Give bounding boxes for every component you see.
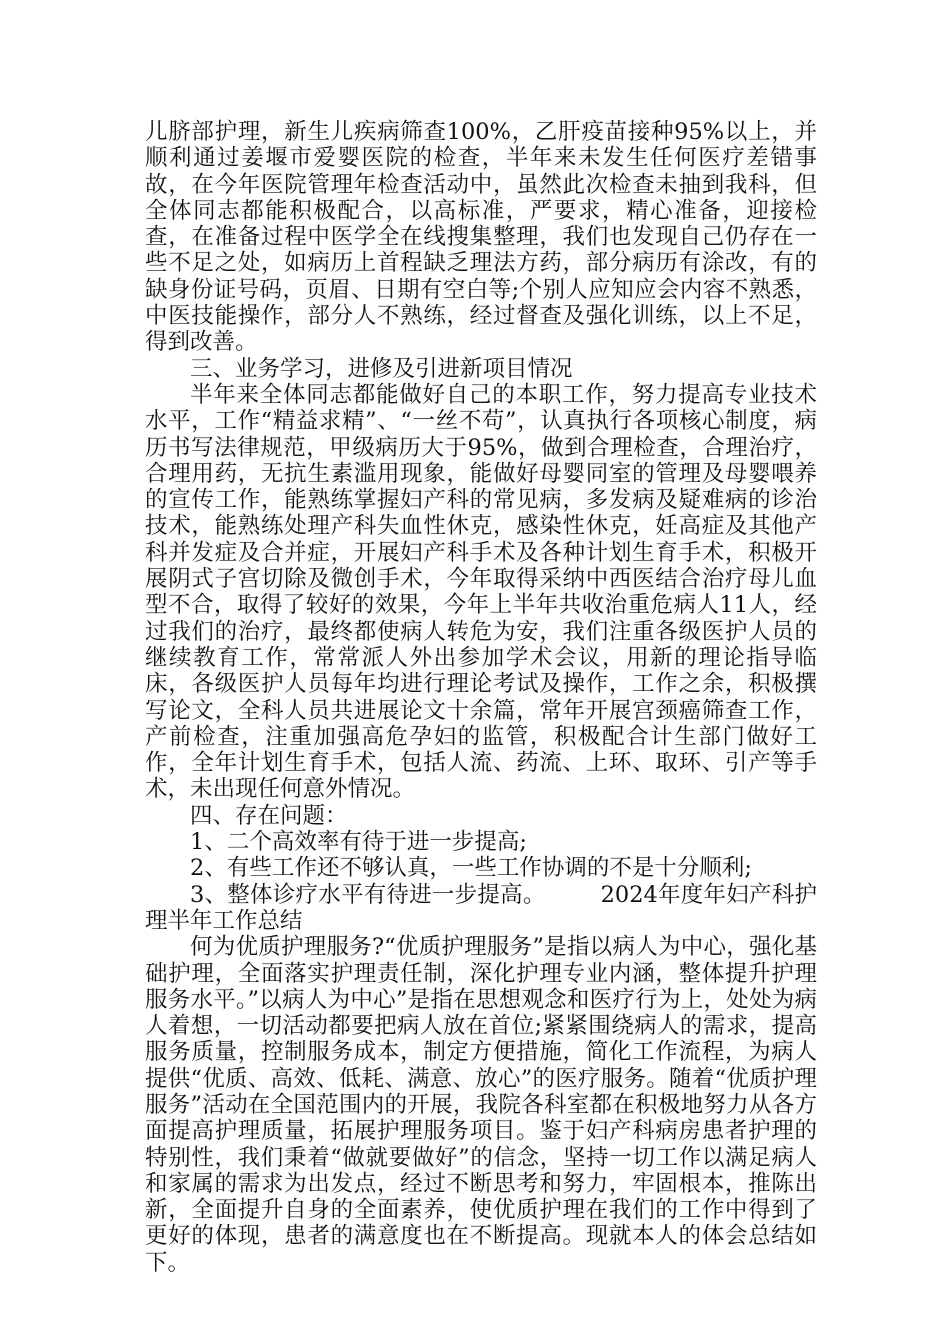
paragraph-study: 半年来全体同志都能做好自己的本职工作，努力提高专业技术水平，工作“精益求精”、“一丝不苟”，认真执行各项核心制度，病历书写法律规范，甲级病历大于95%，做到合理检查，合理治疗，合理用药，无抗生素滥用现象，能做好母婴同室的管理及母婴喂养的宣传工作，能熟练掌握妇产科的常见病，多发病及疑难病的诊治技术，能熟练处理产科失血性休克，感染性休克，妊高症及其他产科并发症及合并症，开展妇产科手术及各种计划生育手术，积极开展阴式子宫切除及微创手术，今年取得采纳中西医结合治疗母儿血型不合，取得了较好的效果，今年上半年共收治重危病人11人，经过我们的治疗，最终都使病人转危为安，我们注重各级医护人员的继续教育工作，常常派人外出参加学术会议，用新的理论指导临床，各级医护人员每年均进行理论考试及操作，工作之余，积极撰写论文，全科人员共进展论文十余篇，常年开展宫颈癌筛查工作，产前检查，注重加强高危孕妇的监管，积极配合计生部门做好工作，全年计划生育手术，包括人流、药流、上环、取环、引产等手术，未出现任何意外情况。 [145, 381, 817, 803]
section-heading-study: 三、业务学习，进修及引进新项目情况 [190, 355, 573, 382]
problem-item-3-with-title [145, 882, 817, 935]
problem-item-3: 3、整体诊疗水平有待进一步提高。 [190, 881, 546, 908]
document-title: 2024年度年妇产科护理半年工作总结 [145, 881, 817, 934]
paragraph-quality-care: 何为优质护理服务?“优质护理服务”是指以病人为中心，强化基础护理，全面落实护理责任制，深化护理专业内涵，整体提升护理服务水平。”以病人为中心”是指在思想观念和医疗行为上，处处为病人着想，一切活动都要把病人放在首位;紧紧围绕病人的需求，提高服务质量，控制服务成本，制定方便措施，简化工作流程，为病人提供“优质、高效、低耗、满意、放心”的医疗服务。随着“优质护理服务”活动在全国范围内的开展，我院各科室都在积极地努力从各方面提高护理质量，拓展护理服务项目。鉴于妇产科病房患者护理的特别性，我们秉着“做就要做好”的信念，坚持一切工作以满足病人和家属的需求为出发点，经过不断思考和努力，牢固根本，推陈出新，全面提升自身的全面素养，使优质护理在我们的工作中得到了更好的体现，患者的满意度也在不断提高。现就本人的体会总结如下。 [145, 934, 817, 1276]
paragraph-continuation: 儿脐部护理，新生儿疾病筛查100%，乙肝疫苗接种95%以上，并顺利通过姜堰市爱婴医院的检查，半年来未发生任何医疗差错事故，在今年医院管理年检查活动中，虽然此次检查未抽到我科，但全体同志都能积极配合，以高标准，严要求，精心准备，迎接检查，在准备过程中医学全在线搜集整理，我们也发现自己仍存在一些不足之处，如病历上首程缺乏理法方药，部分病历有涂改，有的缺身份证号码，页眉、日期有空白等;个别人应知应会内容不熟悉，中医技能操作，部分人不熟练，经过督查及强化训练，以上不足，得到改善。 [145, 119, 817, 356]
problem-item-2: 2、有些工作还不够认真，一些工作协调的不是十分顺利; [190, 855, 752, 882]
section-heading-problems: 四、存在问题： [190, 802, 348, 829]
document-page [145, 119, 817, 1276]
problem-item-1: 1、二个高效率有待于进一步提高; [190, 829, 527, 856]
